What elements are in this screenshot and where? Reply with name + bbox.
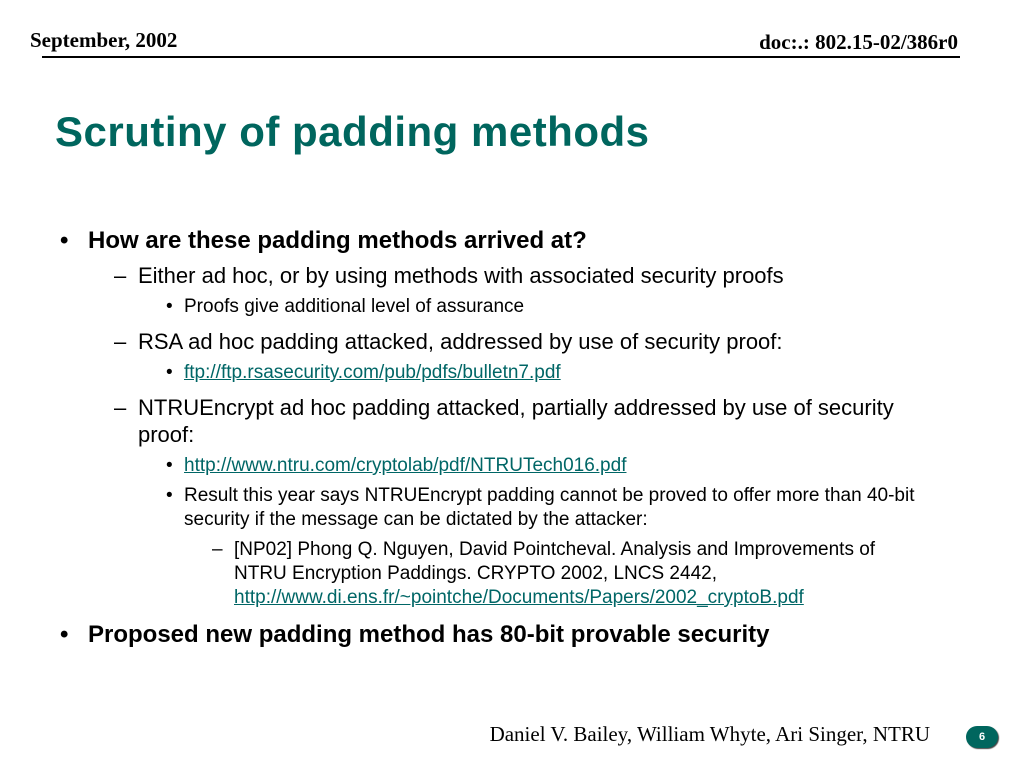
bullet-text: RSA ad hoc padding attacked, addressed by use of security proof: bbox=[138, 329, 783, 354]
bullet-marker: • bbox=[60, 621, 69, 648]
bullet-level3 bbox=[60, 454, 960, 478]
ntru-tech-link[interactable]: http://www.ntru.com/cryptolab/pdf/NTRUTech016.pdf bbox=[184, 455, 627, 476]
bullet-marker: • bbox=[166, 455, 173, 476]
bullet-text: Either ad hoc, or by using methods with associated security proofs bbox=[138, 263, 784, 288]
bullet-level2 bbox=[60, 262, 960, 289]
bullet-level3 bbox=[60, 295, 960, 319]
bullet-level4 bbox=[60, 538, 960, 610]
dash-marker: – bbox=[212, 539, 223, 560]
slide-title: Scrutiny of padding methods bbox=[55, 108, 650, 155]
bullet-level3 bbox=[60, 361, 960, 385]
bullet-text: NTRUEncrypt ad hoc padding attacked, partially addressed by use of security proof: bbox=[138, 395, 894, 447]
header-divider bbox=[42, 56, 960, 58]
bullet-marker: • bbox=[166, 485, 173, 506]
bullet-level1 bbox=[60, 620, 960, 650]
dash-marker: – bbox=[114, 329, 127, 354]
slide-content bbox=[60, 226, 960, 650]
bullet-marker: • bbox=[166, 362, 173, 383]
footer-authors: Daniel V. Bailey, William Whyte, Ari Singer, NTRU bbox=[489, 722, 930, 746]
dash-marker: – bbox=[114, 395, 127, 420]
np02-paper-link[interactable]: http://www.di.ens.fr/~pointche/Documents/Papers/2002_cryptoB.pdf bbox=[234, 587, 804, 608]
bullet-text: Result this year says NTRUEncrypt padding cannot be proved to offer more than 40-bit security if the message can be dictated by the attacker: bbox=[184, 485, 915, 530]
bullet-text: Proposed new padding method has 80-bit provable security bbox=[88, 621, 770, 648]
dash-marker: – bbox=[114, 263, 127, 288]
rsa-bulletin-link[interactable]: ftp://ftp.rsasecurity.com/pub/pdfs/bulletn7.pdf bbox=[184, 362, 561, 383]
bullet-marker: • bbox=[60, 227, 69, 254]
bullet-text: How are these padding methods arrived at? bbox=[88, 227, 587, 254]
bullet-level1 bbox=[60, 226, 960, 256]
bullet-level2 bbox=[60, 328, 960, 355]
bullet-text: [NP02] Phong Q. Nguyen, David Pointcheval. Analysis and Improvements of NTRU Encryption Paddings. CRYPTO 2002, LNCS 2442, bbox=[234, 539, 876, 584]
bullet-marker: • bbox=[166, 296, 173, 317]
header-doc-number: doc:.: 802.15-02/386r0 bbox=[759, 30, 958, 54]
header-date: September, 2002 bbox=[30, 28, 178, 52]
bullet-level3 bbox=[60, 484, 960, 532]
bullet-level2 bbox=[60, 394, 960, 448]
page-number-badge: 6 bbox=[966, 726, 998, 748]
bullet-text: Proofs give additional level of assurance bbox=[184, 296, 525, 317]
